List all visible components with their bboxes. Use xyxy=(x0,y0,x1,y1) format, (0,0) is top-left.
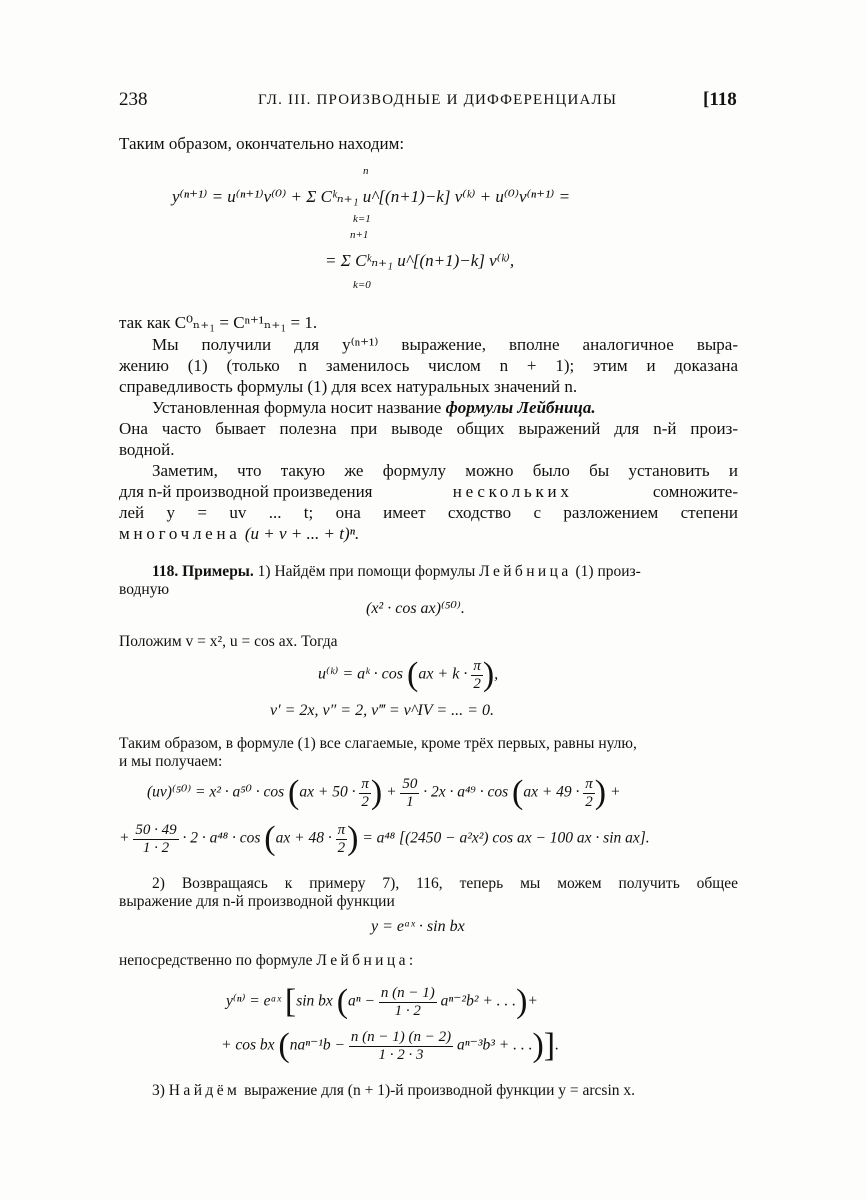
ex3-line1a: 3) xyxy=(152,1082,165,1099)
formula3-line1 xyxy=(226,983,538,1021)
para3-line2 xyxy=(119,481,738,503)
section118-line1 xyxy=(152,562,742,582)
leibniz-formula-term: формулы Лейбница. xyxy=(445,398,596,417)
u-deriv-formula: u⁽ᵏ⁾ = aᵏ · cos (ax + k · $\frac{\pi}{2}$ ), xyxy=(318,656,499,693)
ex3-line1 xyxy=(152,1081,635,1101)
frac-50-1: $\frac{50}{1}$ xyxy=(402,775,418,810)
chapter-title: ГЛ. III. ПРОИЗВОДНЫЕ И ДИФФЕРЕНЦИАЛЫ xyxy=(258,92,618,108)
f3-l1a: y⁽ⁿ⁾ = eᵃˣ xyxy=(226,992,282,1010)
para2-line1 xyxy=(152,397,742,419)
formula1-line1-text: y⁽ⁿ⁺¹⁾ = u⁽ⁿ⁺¹⁾v⁽⁰⁾ + Σ Cᵏₙ₊₁ u^[(n+1)−k] v⁽ᵏ⁾ + u⁽⁰⁾v⁽ⁿ⁺¹⁾ = xyxy=(172,187,571,206)
f3-l1c: aⁿ − xyxy=(348,992,375,1010)
leibniz-name-2: Лейбница: xyxy=(316,952,417,969)
ex2-line2: выражение для n-й производной функции xyxy=(119,893,395,910)
formula2-line2 xyxy=(119,820,650,858)
para1-line1: Мы получили для y⁽ⁿ⁺¹⁾ выражение, вполне аналогичное выра- xyxy=(152,335,738,354)
f2-l2b: · 2 · a⁴⁸ · cos xyxy=(182,829,261,847)
ex3-line1c: выражение для (n + 1)-й производной функции y = arcsin x. xyxy=(244,1082,636,1099)
f3-l1d: aⁿ⁻²b² + . . . xyxy=(440,992,517,1010)
f3-l2c: aⁿ⁻³b³ + . . . xyxy=(457,1036,533,1054)
paren-open: ( xyxy=(278,1027,290,1064)
paren-close: ) xyxy=(516,983,528,1020)
frac-50x49: $\frac{50 \cdot 49}{1 \cdot 2}$ xyxy=(135,821,177,856)
f2-l2c: ax + 48 · xyxy=(275,829,332,847)
f2-l1a: (uv)⁽⁵⁰⁾ = x² · a⁵⁰ · cos xyxy=(147,783,285,801)
formula1-line2 xyxy=(325,251,514,271)
para2-line2: Она часто бывает полезна при выводе общих выражений для n-й произ- xyxy=(119,419,738,438)
para2-line1a: Установленная формула носит название xyxy=(152,398,442,417)
section-ref: [118 xyxy=(703,89,737,110)
ex3-find: Найдём xyxy=(168,1082,241,1099)
ex2-line3 xyxy=(119,951,417,971)
ex2-func: y = eᵃˣ · sin bx xyxy=(371,918,465,935)
paren-open: ( xyxy=(406,656,419,693)
f3-l1b: sin bx xyxy=(296,992,333,1010)
thus-line2: и мы получаем: xyxy=(119,753,223,770)
para1-line2: жению (1) (только n заменилось числом n + 1); этим и доказана xyxy=(119,356,738,375)
f2-plus-end: + xyxy=(610,783,621,801)
pi-over-2: $\frac{\pi}{2}$ xyxy=(337,821,346,856)
put-line: Положим v = x², u = cos ax. Тогда xyxy=(119,633,338,650)
u-deriv-left: u⁽ᵏ⁾ = aᵏ · cos xyxy=(318,665,403,683)
para3-line4 xyxy=(119,523,359,545)
section118-line2: водную xyxy=(119,581,170,598)
section118-line1c: (1) произ- xyxy=(575,563,641,580)
ex2-line1: 2) Возвращаясь к примеру 7), 116, теперь мы можем получить общее xyxy=(152,875,738,892)
f3-l1e: + xyxy=(527,992,538,1010)
f2-l1b: ax + 50 · xyxy=(299,783,356,801)
frac-n-n-1: $\frac{n (n - 1)}{1 \cdot 2}$ xyxy=(380,984,435,1019)
formula2-line1 xyxy=(147,774,620,812)
u-deriv-inner: ax + k · xyxy=(418,665,468,683)
pi-over-2: $\frac{\pi}{2}$ xyxy=(473,657,481,692)
f2-l1f: ax + 49 · xyxy=(523,783,580,801)
intro-line: Таким образом, окончательно находим: xyxy=(119,134,405,153)
paren-open: ( xyxy=(288,774,300,811)
f2-l2d: = a⁴⁸ [(2450 − a²x²) cos ax − 100 ax · sin ax]. xyxy=(362,829,650,847)
leibniz-name-1: Лейбница xyxy=(479,563,572,580)
formula3-line2 xyxy=(221,1027,559,1065)
sum1-lower: k=1 xyxy=(353,213,371,225)
paren-open: ( xyxy=(264,820,276,857)
paren-close: ) xyxy=(532,1027,544,1064)
frac-n-n-1-n-2: $\frac{n (n - 1) (n - 2)}{1 \cdot 2 \cdot 3}$ xyxy=(350,1028,452,1063)
bracket-open: [ xyxy=(284,983,297,1020)
paren-close: ) xyxy=(347,820,359,857)
paren-open: ( xyxy=(336,983,349,1020)
sum1-upper: n xyxy=(363,165,369,177)
formula1-line1 xyxy=(172,187,570,207)
f3-l2b: naⁿ⁻¹b − xyxy=(289,1036,346,1054)
paren-close: ) xyxy=(482,656,495,693)
thus-line1: Таким образом, в формуле (1) все слагаемые, кроме трёх первых, равны нулю, xyxy=(119,735,637,752)
para3-line2a: для n-й производной произведения xyxy=(119,482,373,501)
para2-line3: водной. xyxy=(119,440,175,459)
para3-line1: Заметим, что такую же формулу можно было бы установить и xyxy=(152,461,738,480)
para3-line3: лей y = uv ... t; она имеет сходство с разложением степени xyxy=(119,503,738,522)
page-number: 238 xyxy=(119,89,148,110)
f2-l1e: · 2x · a⁴⁹ · cos xyxy=(423,783,509,801)
formula1-line2-text: = Σ Cᵏₙ₊₁ u^[(n+1)−k] v⁽ᵏ⁾, xyxy=(325,251,515,270)
since-line: так как C⁰ₙ₊₁ = Cⁿ⁺¹ₙ₊₁ = 1. xyxy=(119,313,318,332)
expr-x2cos: (x² · cos ax)⁽⁵⁰⁾. xyxy=(366,600,465,617)
para1-line3: справедливость формулы (1) для всех натуральных значений n. xyxy=(119,377,578,396)
section118-title: 118. Примеры. xyxy=(152,563,254,580)
f2-l2a: + xyxy=(119,829,130,847)
paren-open: ( xyxy=(511,774,524,811)
paren-close: ) xyxy=(370,774,383,811)
pi-over-2: $\frac{\pi}{2}$ xyxy=(585,775,593,810)
f3-l2d: . xyxy=(555,1036,559,1054)
pi-over-2: $\frac{\pi}{2}$ xyxy=(361,775,369,810)
polynomial-expr: (u + v + ... + t)ⁿ. xyxy=(244,524,360,543)
f2-plus: + xyxy=(386,783,397,801)
paren-close: ) xyxy=(594,774,607,811)
section118-line1a: 1) Найдём при помощи формулы xyxy=(257,563,476,580)
f3-l2a: + cos bx xyxy=(221,1036,275,1054)
several-term: нескольких xyxy=(452,482,573,501)
sum2-lower: k=0 xyxy=(353,279,371,291)
ex2-line3a: непосредственно по формуле xyxy=(119,952,313,969)
bracket-close: ] xyxy=(543,1027,556,1064)
sum2-upper: n+1 xyxy=(350,229,369,241)
v-derivs: v′ = 2x, v″ = 2, v‴ = v^IV = ... = 0. xyxy=(270,702,494,719)
polynomial-term: многочлена xyxy=(119,524,241,543)
para3-line2c: сомножите- xyxy=(652,482,738,501)
